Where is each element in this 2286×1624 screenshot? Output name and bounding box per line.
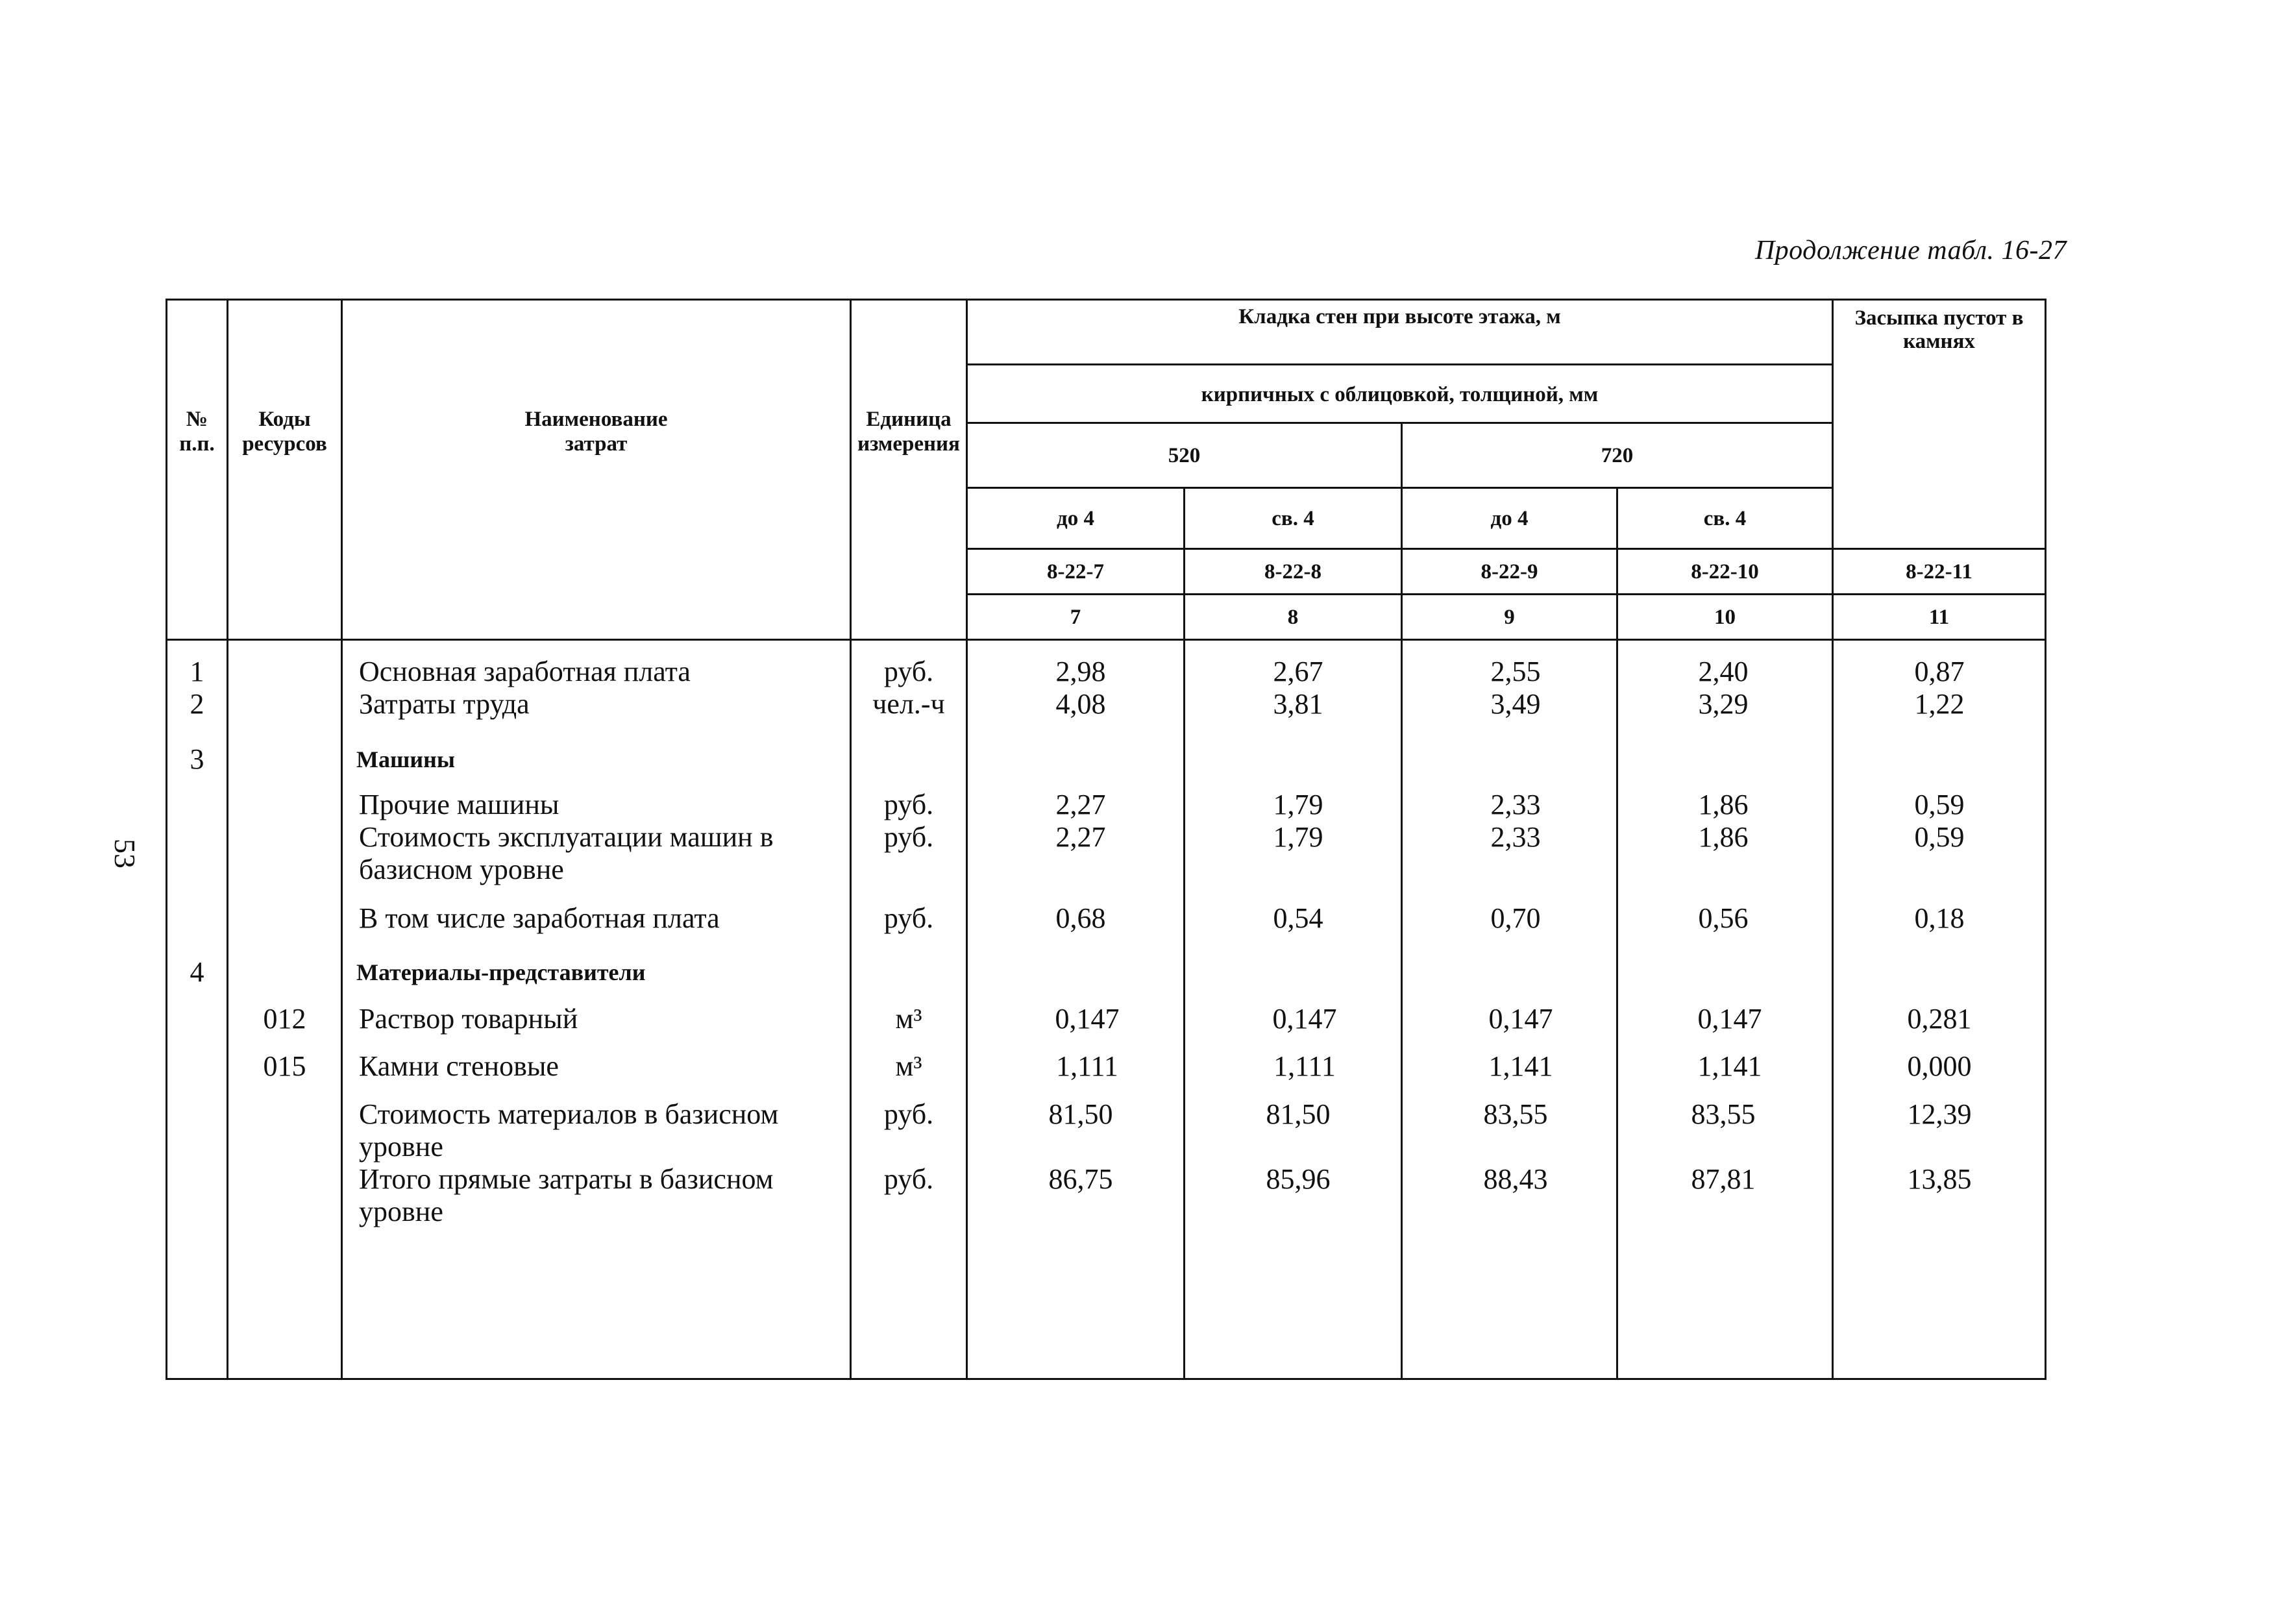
header-group-title: Кладка стен при высоте этажа, м [1238,305,1561,328]
row-value: 1,22 [1914,688,1965,720]
row-name: Стоимость материалов в базисном уровне [359,1098,779,1163]
row-value: 0,000 [1907,1050,1972,1082]
row-name: Прочие машины [359,789,559,820]
section-title: Материалы-представители [356,959,646,985]
row-number: 4 [190,956,204,988]
row-value: 0,59 [1914,789,1965,820]
header-column-number: 10 [1714,605,1736,629]
row-unit: руб. [883,1163,934,1195]
row-value: 87,81 [1691,1163,1756,1195]
row-value: 2,67 [1273,656,1323,687]
row-value: 0,59 [1914,821,1965,853]
header-fill-title: Засыпка пустот в камнях [1854,306,2024,353]
row-value: 81,50 [1266,1098,1331,1130]
header-code: 8-22-7 [1047,560,1104,584]
row-value: 1,79 [1273,821,1323,853]
header-codes: Коды ресурсов [242,408,327,456]
row-value: 1,141 [1488,1050,1553,1082]
header-column-number: 11 [1928,605,1950,629]
row-value: 0,18 [1914,902,1965,934]
row-value: 3,49 [1490,688,1541,720]
row-value: 0,87 [1914,656,1965,687]
row-name: В том числе заработная плата [359,902,720,934]
header-code: 8-22-11 [1906,560,1973,584]
row-name: Итого прямые затраты в базисном уровне [359,1163,774,1227]
header-code: 8-22-9 [1481,560,1538,584]
row-value: 2,98 [1055,656,1106,687]
row-value: 12,39 [1907,1098,1972,1130]
row-code: 012 [263,1003,306,1035]
row-value: 2,40 [1698,656,1749,687]
header-code: 8-22-8 [1264,560,1321,584]
header-height: св. 4 [1272,506,1314,530]
row-value: 0,54 [1273,902,1323,934]
header-column-number: 7 [1070,605,1081,629]
row-value: 86,75 [1048,1163,1113,1195]
header-height: св. 4 [1703,506,1747,530]
row-value: 1,141 [1697,1050,1762,1082]
row-unit: чел.-ч [872,688,945,720]
row-value: 0,147 [1697,1003,1762,1035]
column-divider [1832,299,1834,1380]
row-name: Камни стеновые [359,1050,559,1082]
row-value: 85,96 [1266,1163,1331,1195]
header-bottom-line [166,639,2046,641]
header-name: Наименование затрат [524,408,668,456]
table-border-bottom [166,1378,2046,1380]
row-unit: руб. [883,821,934,853]
header-column-number: 8 [1287,605,1299,629]
row-value: 2,55 [1490,656,1541,687]
row-value: 2,33 [1490,821,1541,853]
row-value: 83,55 [1483,1098,1548,1130]
row-number: 2 [190,688,204,720]
row-unit: руб. [883,902,934,934]
row-value: 0,147 [1488,1003,1553,1035]
row-value: 3,81 [1273,688,1323,720]
cost-table [166,299,2046,1380]
row-value: 83,55 [1691,1098,1756,1130]
row-value: 2,27 [1055,789,1106,820]
row-value: 1,79 [1273,789,1323,820]
header-thickness-520: 520 [1168,443,1201,467]
header-subgroup-title: кирпичных с облицовкой, толщиной, мм [1201,383,1599,406]
row-value: 13,85 [1907,1163,1972,1195]
header-column-number: 9 [1504,605,1515,629]
row-value: 2,33 [1490,789,1541,820]
row-value: 3,29 [1698,688,1749,720]
row-number: 1 [190,656,204,687]
row-name: Затраты труда [359,688,530,720]
row-name: Раствор товарный [359,1003,578,1035]
header-code: 8-22-10 [1691,560,1759,584]
row-unit: м³ [895,1050,922,1082]
row-value: 81,50 [1048,1098,1113,1130]
row-value: 1,111 [1273,1050,1336,1082]
row-value: 0,70 [1490,902,1541,934]
header-height: до 4 [1057,506,1094,530]
row-value: 88,43 [1483,1163,1548,1195]
row-divider [966,363,1833,365]
header-height: до 4 [1490,506,1529,530]
table-caption: Продолжение табл. 16-27 [1754,236,2067,265]
table-border-right [2045,299,2046,1380]
row-code: 015 [263,1050,306,1082]
header-unit: Единица измерения [857,408,960,456]
row-value: 0,281 [1907,1003,1972,1035]
row-number: 3 [190,743,204,775]
row-value: 0,147 [1272,1003,1337,1035]
row-unit: руб. [883,789,934,820]
row-value: 1,86 [1698,821,1749,853]
row-value: 0,68 [1055,902,1106,934]
row-unit: руб. [883,1098,934,1130]
row-unit: руб. [883,656,934,687]
row-value: 1,86 [1698,789,1749,820]
section-title: Машины [356,746,455,772]
row-value: 2,27 [1055,821,1106,853]
page-number: 53 [108,839,141,868]
header-thickness-720: 720 [1601,443,1634,467]
row-unit: м³ [895,1003,922,1035]
row-value: 0,147 [1055,1003,1120,1035]
row-name: Стоимость эксплуатации машин в базисном уровне [359,821,774,885]
row-value: 4,08 [1055,688,1106,720]
row-value: 0,56 [1698,902,1749,934]
row-name: Основная заработная плата [359,656,691,687]
header-no: № п.п. [179,408,215,456]
row-value: 1,111 [1056,1050,1118,1082]
